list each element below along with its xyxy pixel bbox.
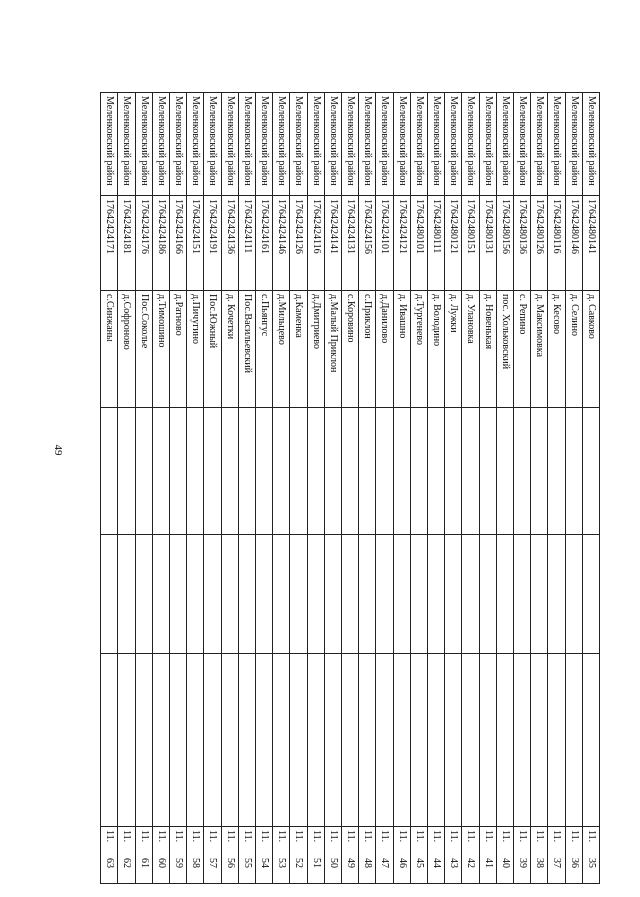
index-cell bbox=[548, 827, 565, 884]
code-cell: 17642424116 bbox=[307, 196, 324, 291]
index-cell bbox=[341, 827, 358, 884]
empty-cell bbox=[135, 535, 152, 654]
index-cell bbox=[238, 827, 255, 884]
empty-cell bbox=[238, 654, 255, 827]
table-row bbox=[101, 93, 118, 884]
index-major: 11. bbox=[585, 830, 597, 843]
settlement-name-cell: д. Кесово bbox=[548, 291, 565, 408]
empty-cell bbox=[152, 408, 169, 535]
empty-cell bbox=[427, 654, 444, 827]
empty-cell bbox=[359, 654, 376, 827]
table-row bbox=[565, 93, 582, 884]
empty-cell bbox=[462, 535, 479, 654]
empty-cell bbox=[427, 535, 444, 654]
empty-cell bbox=[531, 535, 548, 654]
index-major: 11. bbox=[362, 830, 374, 843]
settlement-name-cell: д.Тургенево bbox=[410, 291, 427, 408]
table-row bbox=[479, 93, 496, 884]
table-row bbox=[445, 93, 462, 884]
settlement-name-cell: д. Володино bbox=[427, 291, 444, 408]
table-row bbox=[513, 93, 530, 884]
index-major: 11. bbox=[448, 830, 460, 843]
empty-cell bbox=[582, 535, 599, 654]
settlement-name-cell: д.Ратново bbox=[169, 291, 186, 408]
empty-cell bbox=[376, 654, 393, 827]
index-major: 11. bbox=[551, 830, 563, 843]
empty-cell bbox=[513, 654, 530, 827]
index-minor: 48 bbox=[362, 858, 374, 868]
empty-cell bbox=[496, 654, 513, 827]
region-cell: Меленковский район bbox=[273, 93, 290, 196]
empty-cell bbox=[341, 408, 358, 535]
region-cell: Меленковский район bbox=[393, 93, 410, 196]
table-row bbox=[324, 93, 341, 884]
settlement-name-cell: с.Коровино bbox=[341, 291, 358, 408]
empty-cell bbox=[152, 654, 169, 827]
region-cell: Меленковский район bbox=[187, 93, 204, 196]
empty-cell bbox=[255, 535, 272, 654]
settlement-name-cell: Пос.Васильевский bbox=[238, 291, 255, 408]
settlement-name-cell: д.Дмитриево bbox=[307, 291, 324, 408]
empty-cell bbox=[255, 654, 272, 827]
index-minor: 63 bbox=[104, 858, 116, 868]
empty-cell bbox=[376, 535, 393, 654]
index-minor: 62 bbox=[121, 858, 133, 868]
empty-cell bbox=[479, 535, 496, 654]
empty-cell bbox=[445, 535, 462, 654]
region-cell: Меленковский район bbox=[496, 93, 513, 196]
empty-cell bbox=[341, 654, 358, 827]
empty-cell bbox=[496, 535, 513, 654]
index-minor: 54 bbox=[259, 858, 271, 868]
index-minor: 50 bbox=[327, 858, 339, 868]
empty-cell bbox=[324, 408, 341, 535]
index-minor: 43 bbox=[448, 858, 460, 868]
index-minor: 53 bbox=[276, 858, 288, 868]
region-cell: Меленковский район bbox=[427, 93, 444, 196]
empty-cell bbox=[376, 408, 393, 535]
index-major: 11. bbox=[155, 830, 167, 843]
empty-cell bbox=[101, 408, 118, 535]
region-cell: Меленковский район bbox=[410, 93, 427, 196]
region-cell: Меленковский район bbox=[324, 93, 341, 196]
table-row bbox=[255, 93, 272, 884]
region-cell: Меленковский район bbox=[513, 93, 530, 196]
index-cell bbox=[187, 827, 204, 884]
empty-cell bbox=[462, 654, 479, 827]
empty-cell bbox=[169, 408, 186, 535]
code-cell: 17642424121 bbox=[393, 196, 410, 291]
code-cell: 17642424151 bbox=[187, 196, 204, 291]
table-row bbox=[496, 93, 513, 884]
empty-cell bbox=[445, 654, 462, 827]
settlement-name-cell: Пос.Южный bbox=[204, 291, 221, 408]
region-cell: Меленковский район bbox=[101, 93, 118, 196]
index-cell bbox=[101, 827, 118, 884]
region-cell: Меленковский район bbox=[238, 93, 255, 196]
index-major: 11. bbox=[327, 830, 339, 843]
region-cell: Меленковский район bbox=[531, 93, 548, 196]
index-major: 11. bbox=[568, 830, 580, 843]
index-cell bbox=[376, 827, 393, 884]
index-major: 11. bbox=[241, 830, 253, 843]
region-cell: Меленковский район bbox=[221, 93, 238, 196]
region-cell: Меленковский район bbox=[445, 93, 462, 196]
index-cell bbox=[152, 827, 169, 884]
index-cell bbox=[582, 827, 599, 884]
code-cell: 17642480121 bbox=[445, 196, 462, 291]
settlement-name-cell: д. Лужки bbox=[445, 291, 462, 408]
index-cell bbox=[255, 827, 272, 884]
index-major: 11. bbox=[517, 830, 529, 843]
empty-cell bbox=[204, 535, 221, 654]
index-cell bbox=[135, 827, 152, 884]
empty-cell bbox=[101, 535, 118, 654]
code-cell: 17642480151 bbox=[462, 196, 479, 291]
table-row bbox=[427, 93, 444, 884]
empty-cell bbox=[445, 408, 462, 535]
region-cell: Меленковский район bbox=[118, 93, 135, 196]
empty-cell bbox=[341, 535, 358, 654]
region-cell: Меленковский район bbox=[290, 93, 307, 196]
table-row bbox=[135, 93, 152, 884]
index-cell bbox=[118, 827, 135, 884]
index-major: 11. bbox=[207, 830, 219, 843]
code-cell: 17642480136 bbox=[513, 196, 530, 291]
index-major: 11. bbox=[431, 830, 443, 843]
index-cell bbox=[462, 827, 479, 884]
empty-cell bbox=[565, 535, 582, 654]
empty-cell bbox=[273, 535, 290, 654]
table-row bbox=[118, 93, 135, 884]
empty-cell bbox=[548, 654, 565, 827]
region-cell: Меленковский район bbox=[204, 93, 221, 196]
index-minor: 45 bbox=[413, 858, 425, 868]
empty-cell bbox=[238, 535, 255, 654]
empty-cell bbox=[204, 408, 221, 535]
empty-cell bbox=[410, 535, 427, 654]
index-major: 11. bbox=[482, 830, 494, 843]
region-cell: Меленковский район bbox=[582, 93, 599, 196]
index-minor: 41 bbox=[482, 858, 494, 868]
empty-cell bbox=[255, 408, 272, 535]
empty-cell bbox=[479, 408, 496, 535]
table-row bbox=[341, 93, 358, 884]
table-row bbox=[152, 93, 169, 884]
table-row bbox=[410, 93, 427, 884]
code-cell: 17642424191 bbox=[204, 196, 221, 291]
code-cell: 17642480111 bbox=[427, 196, 444, 291]
table-row bbox=[531, 93, 548, 884]
index-cell bbox=[410, 827, 427, 884]
empty-cell bbox=[513, 408, 530, 535]
empty-cell bbox=[221, 535, 238, 654]
empty-cell bbox=[290, 535, 307, 654]
index-minor: 35 bbox=[585, 858, 597, 868]
index-minor: 58 bbox=[190, 858, 202, 868]
index-minor: 38 bbox=[534, 858, 546, 868]
empty-cell bbox=[359, 535, 376, 654]
empty-cell bbox=[393, 408, 410, 535]
index-minor: 37 bbox=[551, 858, 563, 868]
region-cell: Меленковский район bbox=[341, 93, 358, 196]
settlement-name-cell: д.Мильцево bbox=[273, 291, 290, 408]
index-minor: 51 bbox=[310, 858, 322, 868]
code-cell: 17642424166 bbox=[169, 196, 186, 291]
code-cell: 17642480131 bbox=[479, 196, 496, 291]
code-cell: 17642424161 bbox=[255, 196, 272, 291]
index-major: 11. bbox=[276, 830, 288, 843]
empty-cell bbox=[135, 654, 152, 827]
region-cell: Меленковский район bbox=[479, 93, 496, 196]
empty-cell bbox=[324, 535, 341, 654]
settlement-name-cell: д. Савково bbox=[582, 291, 599, 408]
empty-cell bbox=[410, 654, 427, 827]
code-cell: 17642424181 bbox=[118, 196, 135, 291]
index-major: 11. bbox=[293, 830, 305, 843]
settlement-name-cell: д.Пичугино bbox=[187, 291, 204, 408]
empty-cell bbox=[427, 408, 444, 535]
index-major: 11. bbox=[396, 830, 408, 843]
empty-cell bbox=[393, 654, 410, 827]
index-cell bbox=[445, 827, 462, 884]
index-major: 11. bbox=[465, 830, 477, 843]
code-cell: 17642424141 bbox=[324, 196, 341, 291]
page-number: 49 bbox=[52, 444, 64, 456]
empty-cell bbox=[479, 654, 496, 827]
settlement-name-cell: д. Максимовка bbox=[531, 291, 548, 408]
empty-cell bbox=[548, 408, 565, 535]
empty-cell bbox=[565, 654, 582, 827]
code-cell: 17642424156 bbox=[359, 196, 376, 291]
index-minor: 40 bbox=[499, 858, 511, 868]
settlement-name-cell: д.Данилово bbox=[376, 291, 393, 408]
empty-cell bbox=[238, 408, 255, 535]
empty-cell bbox=[273, 408, 290, 535]
index-cell bbox=[290, 827, 307, 884]
index-major: 11. bbox=[173, 830, 185, 843]
empty-cell bbox=[531, 654, 548, 827]
region-cell: Меленковский район bbox=[169, 93, 186, 196]
empty-cell bbox=[410, 408, 427, 535]
table-row bbox=[582, 93, 599, 884]
empty-cell bbox=[290, 408, 307, 535]
index-cell bbox=[565, 827, 582, 884]
region-cell: Меленковский район bbox=[462, 93, 479, 196]
index-minor: 39 bbox=[517, 858, 529, 868]
table-row bbox=[548, 93, 565, 884]
settlement-name-cell: с.Приклон bbox=[359, 291, 376, 408]
index-major: 11. bbox=[379, 830, 391, 843]
empty-cell bbox=[565, 408, 582, 535]
index-major: 11. bbox=[138, 830, 150, 843]
index-cell bbox=[393, 827, 410, 884]
region-cell: Меленковский район bbox=[135, 93, 152, 196]
index-major: 11. bbox=[499, 830, 511, 843]
empty-cell bbox=[462, 408, 479, 535]
settlement-name-cell: д. Ивашно bbox=[393, 291, 410, 408]
empty-cell bbox=[582, 408, 599, 535]
index-major: 11. bbox=[310, 830, 322, 843]
settlements-table bbox=[100, 92, 600, 884]
settlement-name-cell: д. Кочетки bbox=[221, 291, 238, 408]
index-cell bbox=[427, 827, 444, 884]
index-minor: 49 bbox=[345, 858, 357, 868]
index-minor: 61 bbox=[138, 858, 150, 868]
table-row bbox=[221, 93, 238, 884]
index-minor: 36 bbox=[568, 858, 580, 868]
table-row bbox=[187, 93, 204, 884]
empty-cell bbox=[393, 535, 410, 654]
empty-cell bbox=[152, 535, 169, 654]
settlement-name-cell: д.Каменка bbox=[290, 291, 307, 408]
index-cell bbox=[307, 827, 324, 884]
index-minor: 59 bbox=[173, 858, 185, 868]
code-cell: 17642480146 bbox=[565, 196, 582, 291]
empty-cell bbox=[273, 654, 290, 827]
index-major: 11. bbox=[121, 830, 133, 843]
index-cell bbox=[359, 827, 376, 884]
empty-cell bbox=[118, 408, 135, 535]
empty-cell bbox=[101, 654, 118, 827]
index-minor: 47 bbox=[379, 858, 391, 868]
index-minor: 55 bbox=[241, 858, 253, 868]
code-cell: 17642480101 bbox=[410, 196, 427, 291]
empty-cell bbox=[169, 535, 186, 654]
index-cell bbox=[479, 827, 496, 884]
table-row bbox=[359, 93, 376, 884]
index-minor: 56 bbox=[224, 858, 236, 868]
empty-cell bbox=[496, 408, 513, 535]
empty-cell bbox=[204, 654, 221, 827]
document-sheet bbox=[100, 92, 600, 868]
index-major: 11. bbox=[413, 830, 425, 843]
settlement-name-cell: д. Новенькая bbox=[479, 291, 496, 408]
region-cell: Меленковский район bbox=[565, 93, 582, 196]
table-row bbox=[393, 93, 410, 884]
region-cell: Меленковский район bbox=[152, 93, 169, 196]
index-major: 11. bbox=[345, 830, 357, 843]
settlement-name-cell: д.Малый Приклон bbox=[324, 291, 341, 408]
table-row bbox=[462, 93, 479, 884]
code-cell: 17642480156 bbox=[496, 196, 513, 291]
region-cell: Меленковский район bbox=[376, 93, 393, 196]
index-cell bbox=[324, 827, 341, 884]
region-cell: Меленковский район bbox=[548, 93, 565, 196]
code-cell: 17642480126 bbox=[531, 196, 548, 291]
code-cell: 17642480141 bbox=[582, 196, 599, 291]
table-row bbox=[238, 93, 255, 884]
index-minor: 46 bbox=[396, 858, 408, 868]
code-cell: 17642424126 bbox=[290, 196, 307, 291]
table-row bbox=[290, 93, 307, 884]
region-cell: Меленковский район bbox=[359, 93, 376, 196]
code-cell: 17642424101 bbox=[376, 196, 393, 291]
index-cell bbox=[169, 827, 186, 884]
empty-cell bbox=[582, 654, 599, 827]
index-major: 11. bbox=[224, 830, 236, 843]
settlement-name-cell: с.Синжаны bbox=[101, 291, 118, 408]
index-major: 11. bbox=[534, 830, 546, 843]
table-row bbox=[307, 93, 324, 884]
settlement-name-cell: с. Репино bbox=[513, 291, 530, 408]
index-cell bbox=[513, 827, 530, 884]
empty-cell bbox=[307, 408, 324, 535]
code-cell: 17642424171 bbox=[101, 196, 118, 291]
index-cell bbox=[204, 827, 221, 884]
empty-cell bbox=[513, 535, 530, 654]
index-minor: 42 bbox=[465, 858, 477, 868]
code-cell: 17642424111 bbox=[238, 196, 255, 291]
empty-cell bbox=[118, 654, 135, 827]
empty-cell bbox=[187, 654, 204, 827]
empty-cell bbox=[307, 535, 324, 654]
table-row bbox=[204, 93, 221, 884]
settlement-name-cell: пос. Хольковский bbox=[496, 291, 513, 408]
empty-cell bbox=[169, 654, 186, 827]
empty-cell bbox=[135, 408, 152, 535]
index-major: 11. bbox=[104, 830, 116, 843]
rotated-table-wrapper bbox=[100, 92, 600, 868]
code-cell: 17642424146 bbox=[273, 196, 290, 291]
empty-cell bbox=[548, 535, 565, 654]
settlement-name-cell: д. Улановка bbox=[462, 291, 479, 408]
index-major: 11. bbox=[259, 830, 271, 843]
code-cell: 17642424186 bbox=[152, 196, 169, 291]
region-cell: Меленковский район bbox=[255, 93, 272, 196]
settlement-name-cell: с.Пьянгус bbox=[255, 291, 272, 408]
index-major: 11. bbox=[190, 830, 202, 843]
settlement-name-cell: Пос.Соколье bbox=[135, 291, 152, 408]
empty-cell bbox=[324, 654, 341, 827]
index-cell bbox=[531, 827, 548, 884]
empty-cell bbox=[221, 654, 238, 827]
table-row bbox=[169, 93, 186, 884]
empty-cell bbox=[187, 408, 204, 535]
table-row bbox=[376, 93, 393, 884]
code-cell: 17642424131 bbox=[341, 196, 358, 291]
region-cell: Меленковский район bbox=[307, 93, 324, 196]
empty-cell bbox=[307, 654, 324, 827]
settlement-name-cell: д.Тимошино bbox=[152, 291, 169, 408]
code-cell: 17642480116 bbox=[548, 196, 565, 291]
code-cell: 17642424136 bbox=[221, 196, 238, 291]
index-minor: 52 bbox=[293, 858, 305, 868]
index-cell bbox=[496, 827, 513, 884]
settlement-name-cell: д. Селино bbox=[565, 291, 582, 408]
empty-cell bbox=[531, 408, 548, 535]
empty-cell bbox=[221, 408, 238, 535]
empty-cell bbox=[359, 408, 376, 535]
empty-cell bbox=[118, 535, 135, 654]
code-cell: 17642424176 bbox=[135, 196, 152, 291]
index-cell bbox=[221, 827, 238, 884]
index-minor: 60 bbox=[155, 858, 167, 868]
index-minor: 44 bbox=[431, 858, 443, 868]
index-minor: 57 bbox=[207, 858, 219, 868]
settlement-name-cell: д.Софроново bbox=[118, 291, 135, 408]
table-row bbox=[273, 93, 290, 884]
settlements-table-body bbox=[101, 93, 600, 884]
index-cell bbox=[273, 827, 290, 884]
empty-cell bbox=[290, 654, 307, 827]
empty-cell bbox=[187, 535, 204, 654]
